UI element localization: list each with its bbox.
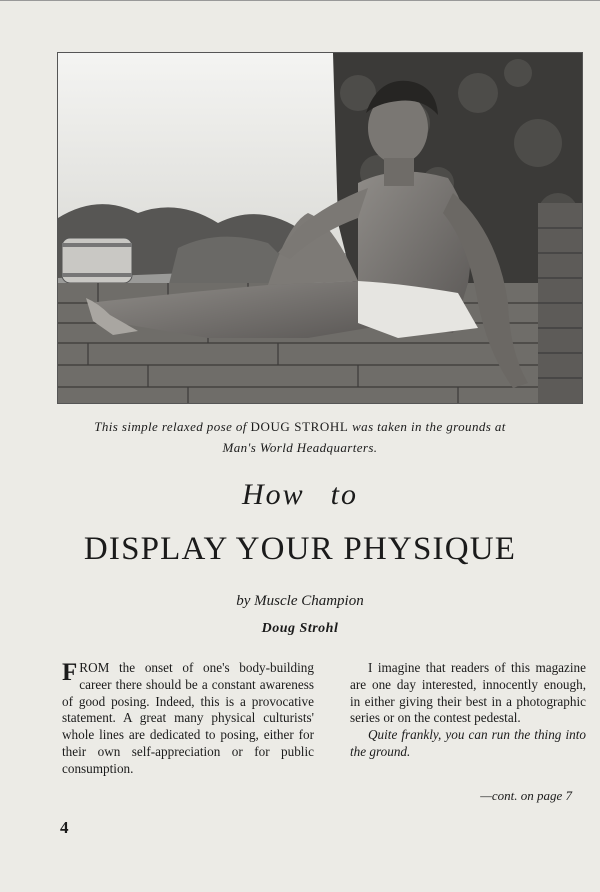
page-number: 4 (60, 818, 69, 837)
column-1-text: ROM the onset of one's body-building career there should be a constant awareness of good posing. Indeed, this is a provocative statement. A great many physical culturists' whole lines are dedicated to posing, either for their own self-appreciation or for public consumption. (62, 660, 314, 776)
drop-cap: F (62, 659, 78, 686)
caption-text-2: was taken in the grounds at (352, 419, 506, 434)
top-rule (0, 0, 600, 1)
photo-caption (40, 416, 560, 458)
author-name: Doug Strohl (261, 621, 339, 636)
title-how-to (0, 478, 600, 512)
caption-line-2: Man's World Headquarters. (222, 440, 378, 455)
column-2-paragraph-2: Quite frankly, you can run the thing into the ground. (350, 727, 586, 759)
article-column-1 (62, 660, 314, 778)
title-to: to (330, 478, 359, 511)
continued-note: —cont. on page 7 (480, 788, 572, 803)
caption-text-1: This simple relaxed pose of (94, 419, 247, 434)
article-column-2 (350, 660, 586, 761)
title-how: How (241, 478, 305, 511)
photo-illustration (58, 53, 582, 403)
photo-doug-strohl (57, 52, 583, 404)
article-headline: DISPLAY YOUR PHYSIQUE (83, 531, 517, 567)
column-2-paragraph-1: I imagine that readers of this magazine are one day interested, innocently enough, in either giving their best in a photographic series or on the contest pedestal. (350, 660, 586, 726)
caption-name: DOUG STROHL (250, 419, 349, 434)
byline: by Muscle Champion (236, 593, 364, 609)
